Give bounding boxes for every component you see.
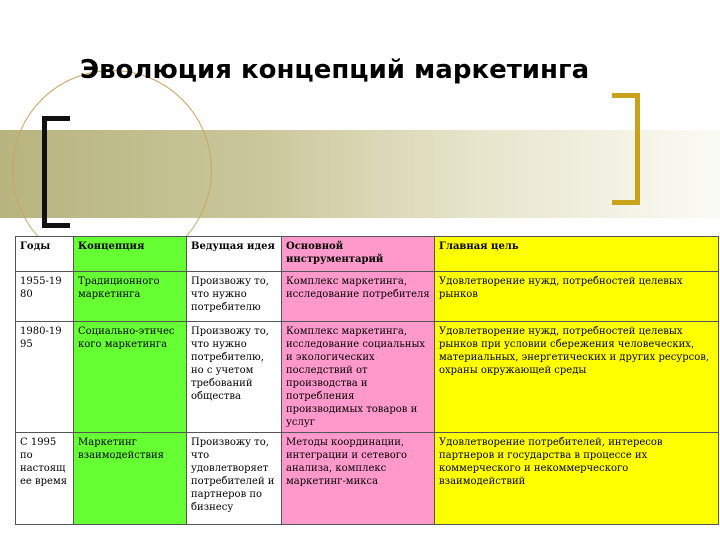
cell-goal: Удовлетворение нужд, потребностей целевых рынков при условии сбережения человеческих, материальных, энергетических и других ресурсов, охраны окружающей среды (435, 322, 719, 433)
header-concept: Концепция (74, 237, 187, 272)
cell-idea: Произвожу то, что нужно потребителю (187, 272, 282, 322)
right-bracket-decoration (612, 93, 640, 205)
cell-years: С 1995 по настоящ ее время (16, 433, 74, 525)
header-idea: Ведущая идея (187, 237, 282, 272)
cell-concept: Традиционного маркетинга (74, 272, 187, 322)
slide-title: Эволюция концепций маркетинга (80, 55, 590, 85)
cell-goal: Удовлетворение потребителей, интересов партнеров и государства в процессе их коммерческого и некоммерческого взаимодействий (435, 433, 719, 525)
cell-concept: Маркетинг взаимодействия (74, 433, 187, 525)
table-row (16, 433, 719, 525)
cell-tools: Методы координации, интеграции и сетевого анализа, комплекс маркетинг-микса (282, 433, 435, 525)
table-header-row (16, 237, 719, 272)
header-goal: Главная цель (435, 237, 719, 272)
cell-concept: Социально-этичес кого маркетинга (74, 322, 187, 433)
header-tools: Основной инструментарий (282, 237, 435, 272)
cell-idea: Произвожу то, что удовлетворяет потребителей и партнеров по бизнесу (187, 433, 282, 525)
header-years: Годы (16, 237, 74, 272)
cell-goal: Удовлетворение нужд, потребностей целевых рынков (435, 272, 719, 322)
table-row (16, 322, 719, 433)
cell-tools: Комплекс маркетинга, исследование потребителя (282, 272, 435, 322)
marketing-evolution-table (15, 236, 719, 525)
table-row (16, 272, 719, 322)
cell-idea: Произвожу то, что нужно потребителю, но с учетом требований общества (187, 322, 282, 433)
cell-years: 1980-19 95 (16, 322, 74, 433)
left-bracket-decoration (42, 116, 70, 228)
cell-years: 1955-19 80 (16, 272, 74, 322)
cell-tools: Комплекс маркетинга, исследование социальных и экологических последствий от производства и потребления производимых товаров и услуг (282, 322, 435, 433)
